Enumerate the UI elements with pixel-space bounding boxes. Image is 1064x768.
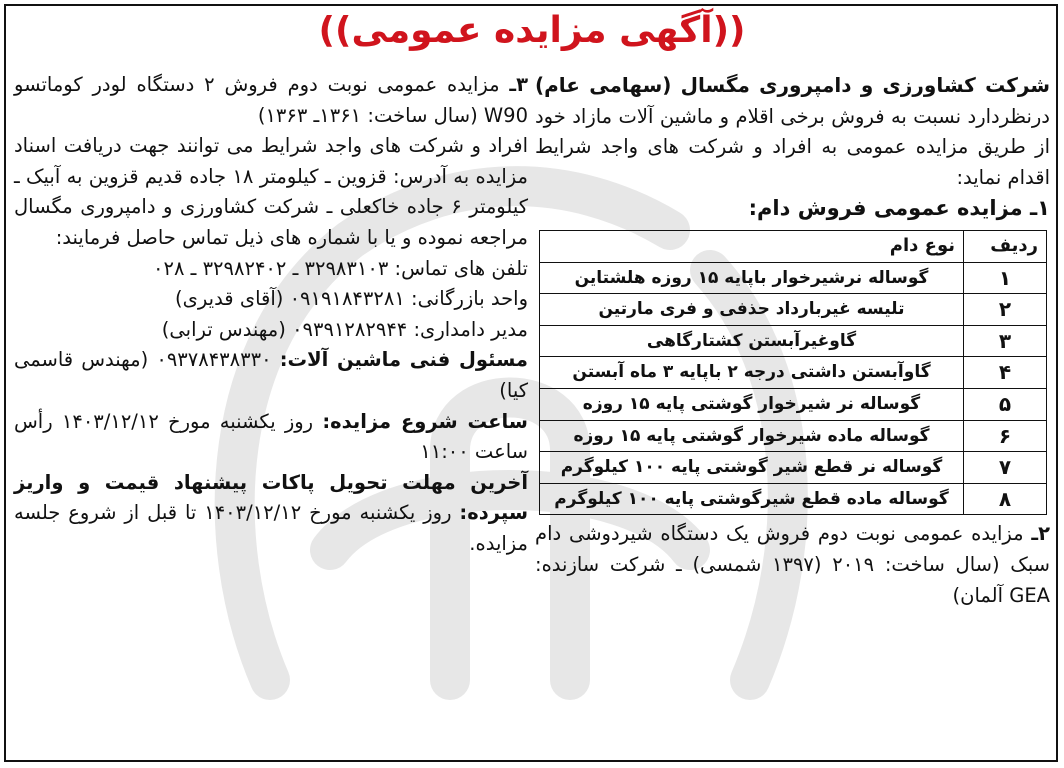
livestock-type: گاوغیرآبستن کشتارگاهی bbox=[540, 325, 964, 357]
table-row bbox=[540, 325, 1047, 357]
intro-text: درنظردارد نسبت به فروش برخی اقلام و ماشین آلات مازاد خود از طریق مزایده عمومی به افراد و شرکت های واجد شرایط اقدام نماید: bbox=[535, 104, 1050, 189]
section1-heading: ۱ـ مزایده عمومی فروش دام: bbox=[748, 196, 1050, 221]
auction-start bbox=[14, 407, 528, 468]
table-row bbox=[540, 262, 1047, 294]
livestock-manager-contact: مدیر دامداری: ۰۹۳۹۱۲۸۲۹۴۴ (مهندس ترابی) bbox=[161, 317, 528, 341]
section3-text: مزایده عمومی نوبت دوم فروش ۲ دستگاه لودر کوماتسو W90 (سال ساخت: ۱۳۶۱ـ ۱۳۶۳) bbox=[14, 73, 528, 127]
table-row bbox=[540, 420, 1047, 452]
machinery-text: ۰۹۳۷۸۴۳۸۳۳۰ (مهندس قاسمی کیا) bbox=[14, 348, 528, 402]
contact-phones: تلفن های تماس: ۳۲۹۸۳۱۰۳ ـ ۳۲۹۸۲۴۰۲ ـ ۰۲۸ bbox=[153, 256, 528, 280]
section3 bbox=[14, 70, 528, 131]
left-column bbox=[14, 70, 528, 560]
table-header-row bbox=[540, 230, 1047, 262]
deadline-text: روز یکشنبه مورخ ۱۴۰۳/۱۲/۱۲ تا قبل از شروع جلسه مزایده. bbox=[14, 501, 528, 555]
table-row bbox=[540, 294, 1047, 326]
header-row-number: ردیف bbox=[964, 230, 1047, 262]
documents-paragraph: افراد و شرکت های واجد شرایط می توانند جهت دریافت اسناد مزایده به آدرس: قزوین ـ کیلومتر ۱۸ جاده قدیم قزوین به آبیک ـ کیلومتر ۶ جاده خاکعلی ـ شرکت کشاورزی و دامپروری مگسال مراجعه نموده و یا با شماره های ذیل تماس حاصل فرمایند: bbox=[14, 134, 529, 249]
table-row bbox=[540, 357, 1047, 389]
table-row bbox=[540, 452, 1047, 484]
submission-deadline bbox=[14, 468, 528, 560]
right-column bbox=[535, 70, 1050, 611]
row-number: ۱ bbox=[964, 262, 1047, 294]
section2-text: مزایده عمومی نوبت دوم فروش یک دستگاه شیردوشی دام سبک (سال ساخت: ۲۰۱۹ (۱۳۹۷ شمسی) ـ شرکت سازنده: GEA آلمان) bbox=[535, 522, 1050, 607]
machinery-contact bbox=[14, 345, 528, 406]
header-livestock-type: نوع دام bbox=[540, 230, 964, 262]
row-number: ۸ bbox=[964, 483, 1047, 515]
deadline-label: آخرین مهلت تحویل پاکات پیشنهاد قیمت و واریز سپرده: bbox=[14, 470, 528, 525]
page-title: ((آگهی مزایده عمومی)) bbox=[318, 10, 746, 51]
row-number: ۶ bbox=[964, 420, 1047, 452]
commerce-contact: واحد بازرگانی: ۰۹۱۹۱۸۴۳۲۸۱ (آقای قدیری) bbox=[175, 287, 528, 311]
start-label: ساعت شروع مزایده: bbox=[322, 409, 528, 433]
row-number: ۳ bbox=[964, 325, 1047, 357]
section2-label: ۲ـ bbox=[1031, 522, 1050, 546]
livestock-type: گوساله نر قطع شیر گوشتی پایه ۱۰۰ کیلوگرم bbox=[540, 452, 964, 484]
livestock-type: تلیسه غیربارداد حذفی و فری مارتین bbox=[540, 294, 964, 326]
livestock-type: گوساله نر شیرخوار گوشتی پایه ۱۵ روزه bbox=[540, 388, 964, 420]
row-number: ۷ bbox=[964, 452, 1047, 484]
row-number: ۲ bbox=[964, 294, 1047, 326]
machinery-label: مسئول فنی ماشین آلات: bbox=[279, 348, 528, 372]
row-number: ۴ bbox=[964, 357, 1047, 389]
livestock-type: گوساله ماده شیرخوار گوشتی پایه ۱۵ روزه bbox=[540, 420, 964, 452]
section2 bbox=[535, 519, 1050, 611]
row-number: ۵ bbox=[964, 388, 1047, 420]
livestock-type: گاوآبستن داشتی درجه ۲ باپایه ۳ ماه آبستن bbox=[540, 357, 964, 389]
table-row bbox=[540, 483, 1047, 515]
section3-label: ۳ـ bbox=[509, 73, 528, 96]
livestock-table bbox=[539, 230, 1047, 515]
start-text: روز یکشنبه مورخ ۱۴۰۳/۱۲/۱۲ رأس ساعت ۱۱:۰۰ bbox=[14, 409, 528, 464]
livestock-type: گوساله نرشیرخوار باپایه ۱۵ روزه هلشتاین bbox=[540, 262, 964, 294]
table-row bbox=[540, 388, 1047, 420]
livestock-type: گوساله ماده قطع شیرگوشتی پایه ۱۰۰ کیلوگرم bbox=[540, 483, 964, 515]
company-name: شرکت کشاورزی و دامپروری مگسال (سهامی عام) bbox=[535, 73, 1050, 97]
